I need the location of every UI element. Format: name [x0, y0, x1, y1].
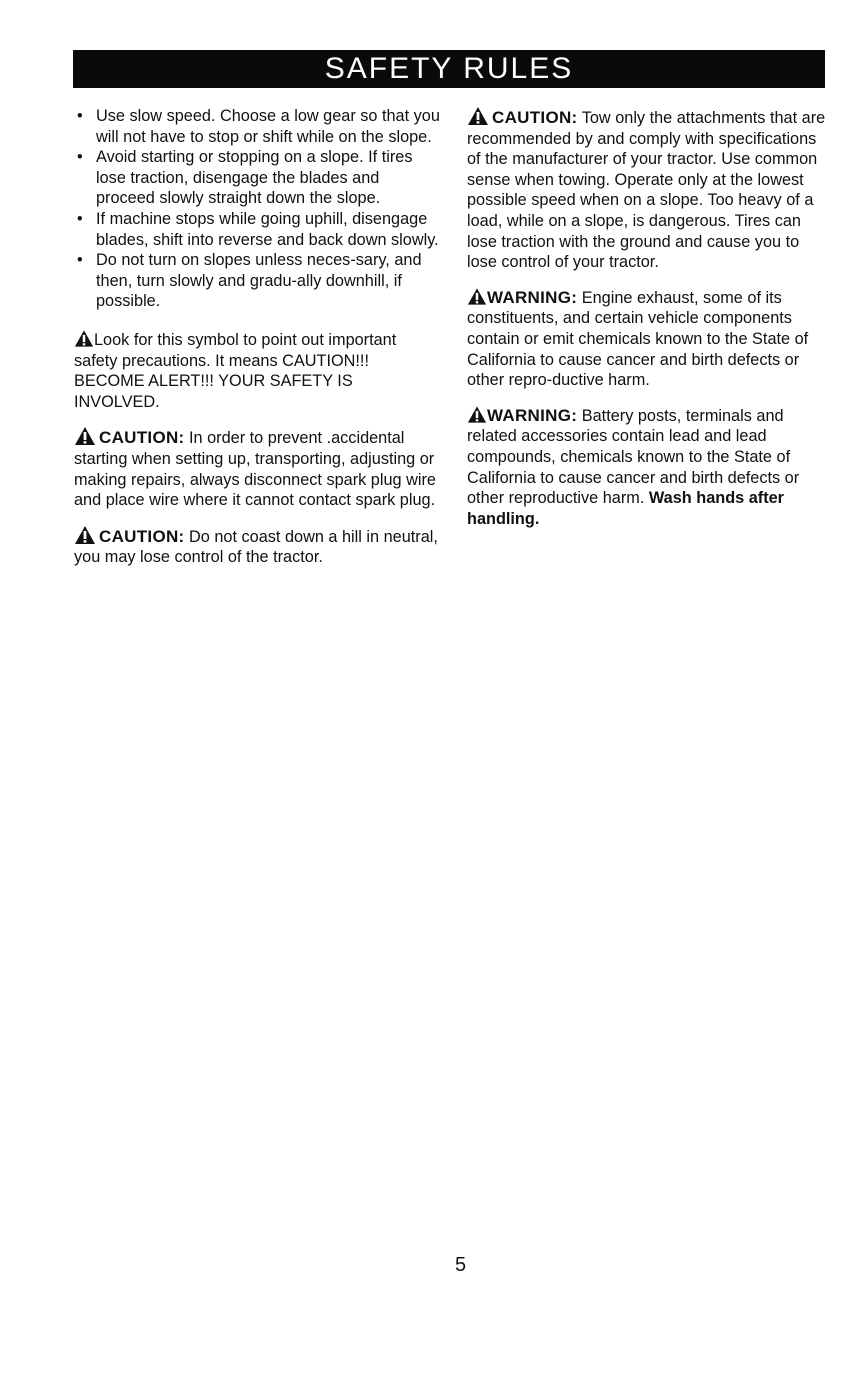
warning-triangle-icon — [74, 329, 94, 348]
list-item: • Do not turn on slopes unless neces-sary, and then, turn slowly and gradu-ally downhill, if possible. — [74, 250, 440, 312]
warning-triangle-icon — [74, 426, 96, 446]
page-number: 5 — [455, 1254, 467, 1276]
caution-text: In order to prevent .accidental starting when setting up, transporting, adjusting or making repairs, always disconnect spark plug wire and place wire where it cannot contact spark plug. — [74, 429, 436, 510]
symbol-note — [74, 329, 440, 412]
warning-triangle-icon — [74, 525, 96, 545]
warning-notice — [467, 405, 827, 530]
warning-triangle-icon — [467, 106, 489, 126]
warning-text: Engine exhaust, some of its constituents, and certain vehicle components contain or emit chemicals known to the State of California to cause cancer and birth defects or other repro-ductive harm. — [467, 288, 809, 390]
warning-triangle-icon — [467, 287, 487, 306]
caution-notice — [74, 426, 440, 510]
symbol-note-text: Look for this symbol to point out important safety precautions. It means CAUTION!!! BECOME ALERT!!! YOUR SAFETY IS INVOLVED. — [74, 330, 397, 411]
warning-label: WARNING: — [487, 405, 578, 425]
warning-text: Battery posts, terminals and related accessories contain lead and lead compounds, chemicals known to the State of California to cause cancer and birth defects or other reproductive harm. — [467, 406, 800, 508]
caution-notice — [467, 106, 827, 273]
caution-label: CAUTION: — [99, 526, 185, 546]
section-header-banner — [73, 50, 825, 88]
caution-text: Do not coast down a hill in neutral, you may lose control of the tractor. — [74, 527, 438, 567]
list-item: • Use slow speed. Choose a low gear so that you will not have to stop or shift while on the slope. — [74, 106, 440, 147]
list-item: • Avoid starting or stopping on a slope. If tires lose traction, disengage the blades and proceed slowly straight down the slope. — [74, 147, 440, 209]
caution-label: CAUTION: — [99, 428, 185, 448]
wash-hands-notice: Wash hands after handling. — [467, 489, 785, 528]
caution-label: CAUTION: — [492, 108, 578, 127]
warning-triangle-icon — [467, 405, 487, 424]
right-column — [467, 106, 827, 529]
caution-notice — [74, 525, 440, 568]
caution-text: Tow only the attachments that are recommended by and comply with specifications of the manufacturer of your tractor. Use common sense when towing. Operate only at the lowest possible speed when on a slope. Too heavy of a load, while on a slope, is dangerous. Tires can lose traction with the ground and cause you to lose control of your tractor. — [467, 109, 826, 272]
left-column — [74, 106, 440, 568]
warning-notice — [467, 287, 827, 391]
slope-safety-list — [74, 106, 440, 312]
warning-label: WARNING: — [487, 287, 578, 307]
list-item: • If machine stops while going uphill, disengage blades, shift into reverse and back down slowly. — [74, 209, 440, 250]
page-title: SAFETY RULES — [324, 52, 574, 85]
